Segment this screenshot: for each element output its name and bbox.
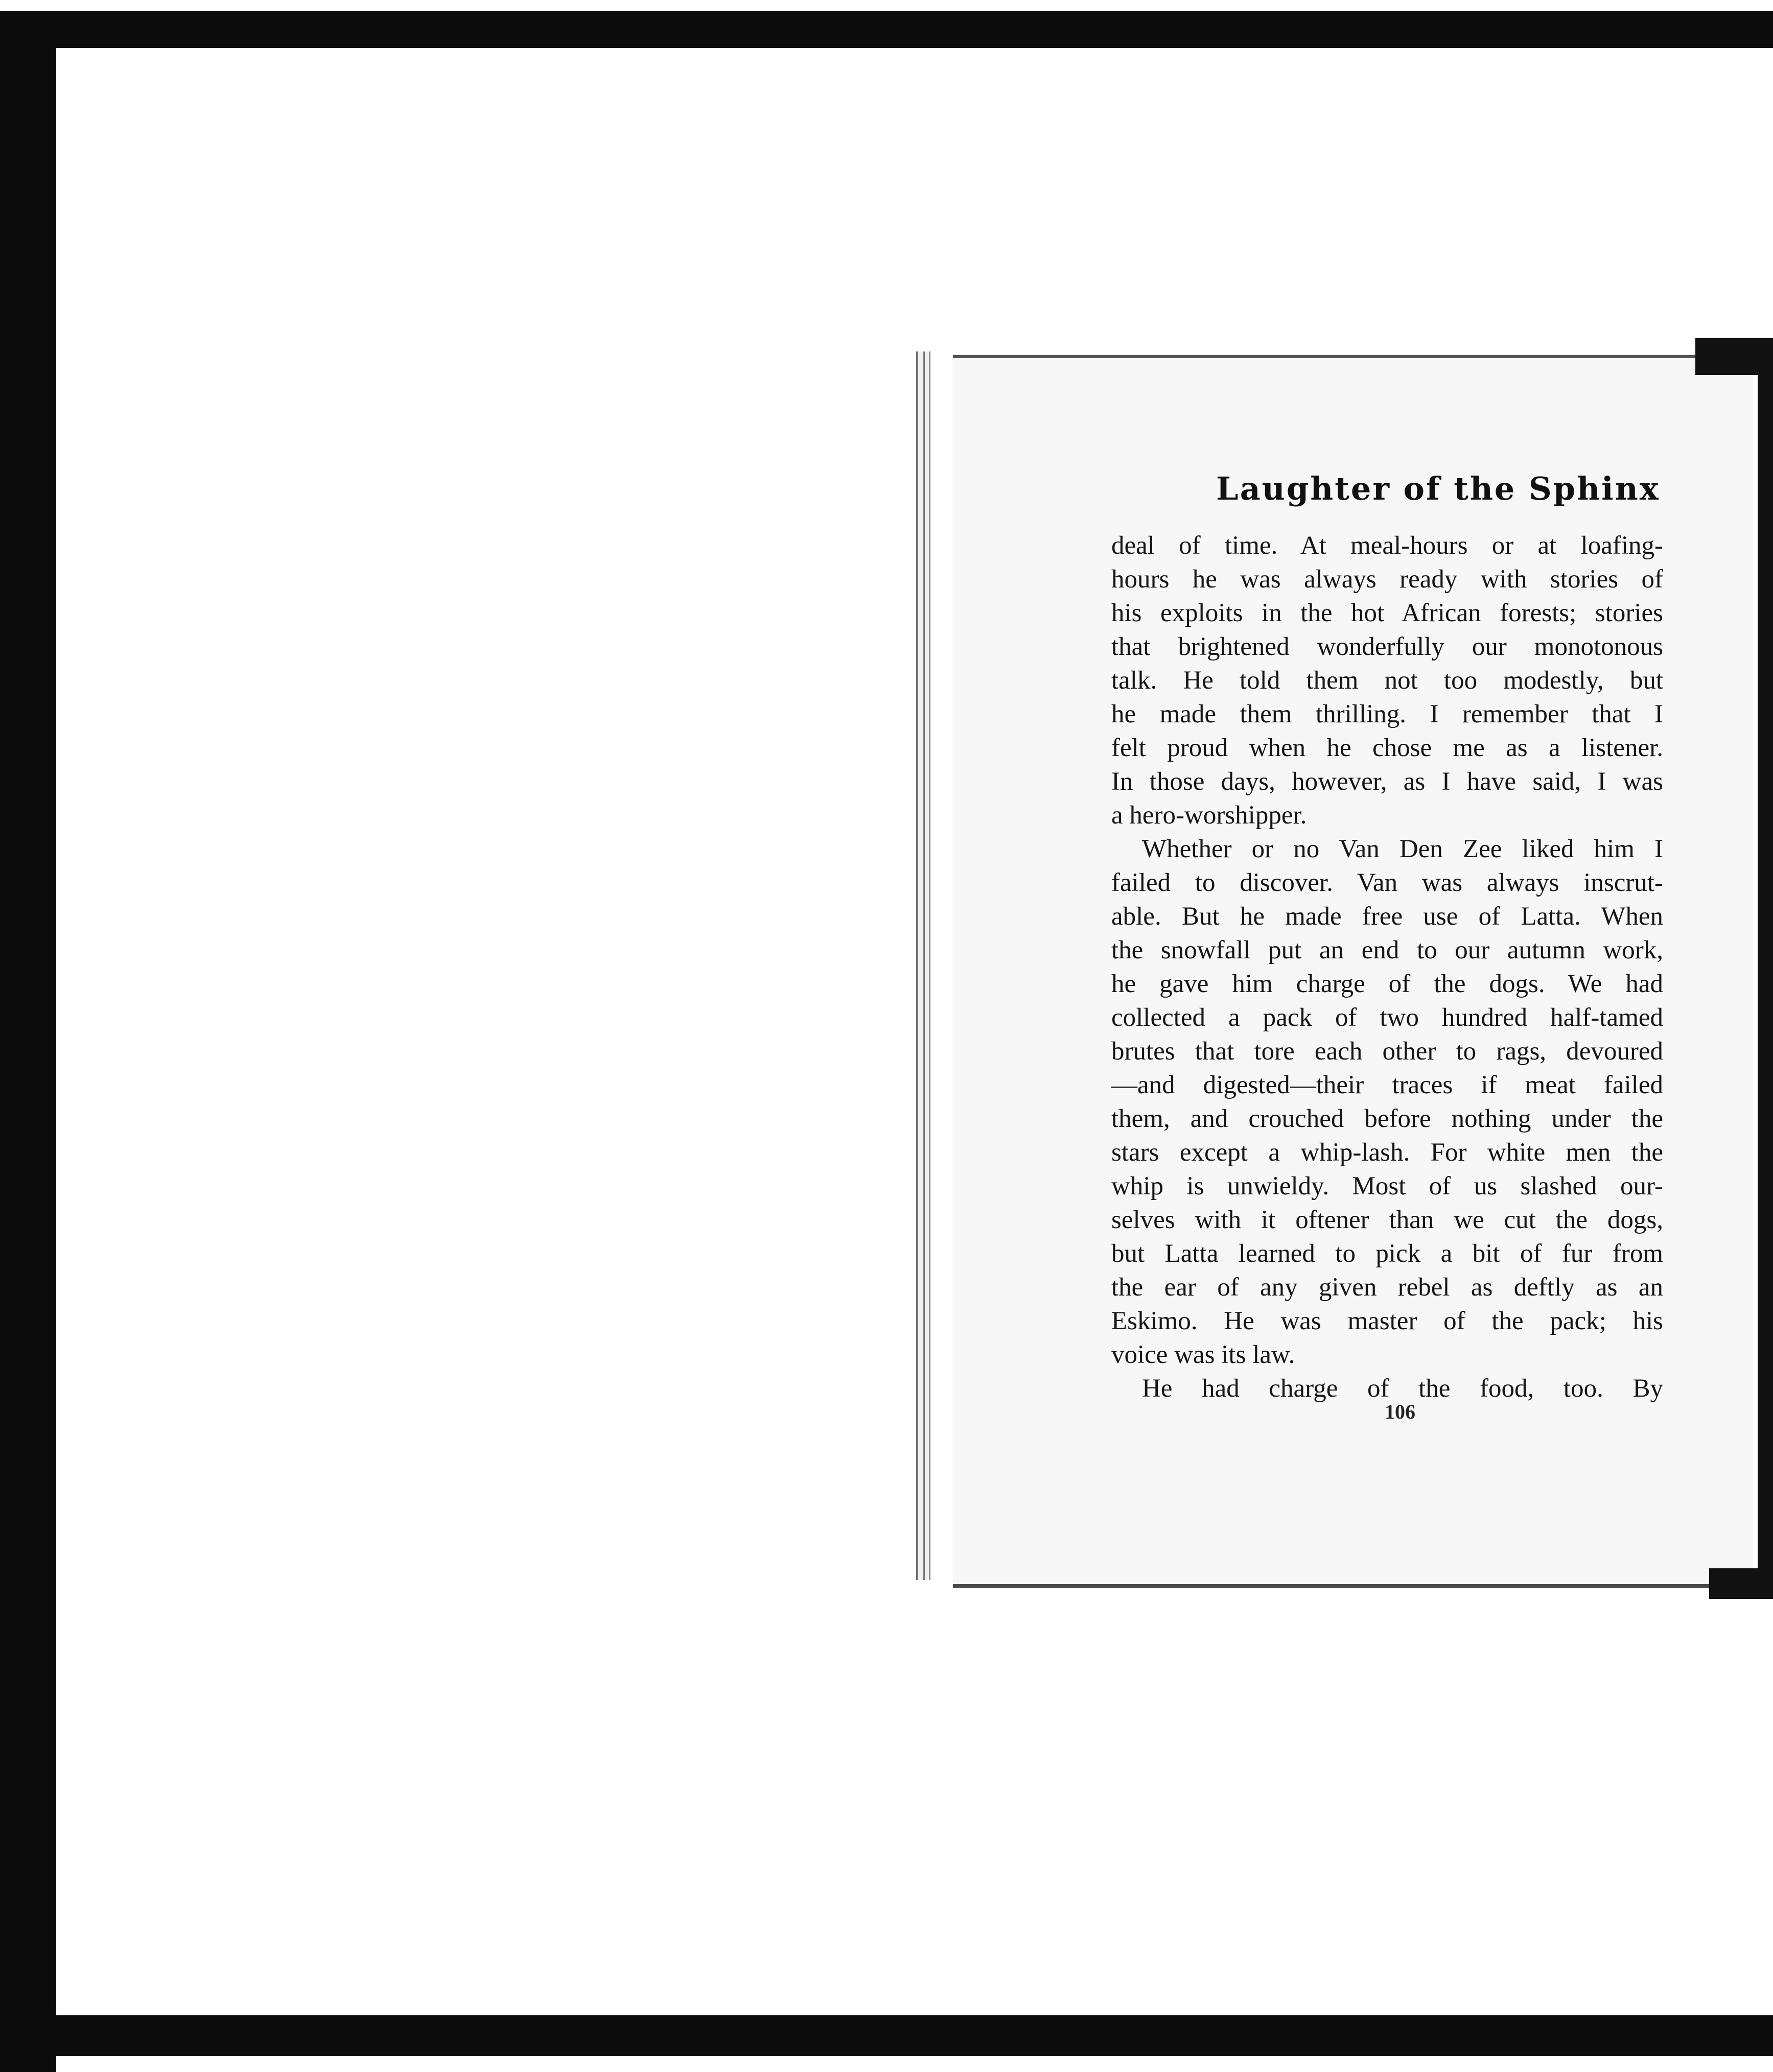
text-line: Whether or no Van Den Zee liked him I bbox=[1142, 835, 1663, 863]
scan-frame-left-border bbox=[0, 11, 56, 2072]
text-line: able. But he made free use of Latta. When bbox=[1111, 902, 1663, 931]
book-cover-edge-right bbox=[1758, 358, 1773, 1584]
text-line: brutes that tore each other to rags, devoured bbox=[1111, 1037, 1663, 1066]
text-line: that brightened wonderfully our monotonous bbox=[1111, 632, 1663, 661]
text-line: he made them thrilling. I remember that I bbox=[1111, 700, 1663, 728]
text-line: failed to discover. Van was always inscrut- bbox=[1111, 868, 1663, 897]
text-line: talk. He told them not too modestly, but bbox=[1111, 666, 1663, 695]
text-line: voice was its law. bbox=[1111, 1340, 1295, 1369]
body-text bbox=[1111, 529, 1663, 1405]
running-head: Laughter of the Sphinx bbox=[1216, 470, 1660, 507]
text-line: the ear of any given rebel as deftly as an bbox=[1111, 1273, 1663, 1302]
scan-frame-top-border bbox=[0, 11, 1773, 48]
text-line: —and digested—their traces if meat failed bbox=[1111, 1071, 1663, 1099]
text-line: stars except a whip-lash. For white men the bbox=[1111, 1138, 1663, 1167]
text-line: He had charge of the food, too. By bbox=[1142, 1374, 1663, 1403]
text-line: whip is unwieldy. Most of us slashed our- bbox=[1111, 1172, 1663, 1200]
page-number: 106 bbox=[1385, 1400, 1415, 1423]
scan-frame-bottom-border bbox=[0, 2015, 1773, 2056]
text-line: In those days, however, as I have said, I was bbox=[1111, 767, 1663, 796]
text-line: hours he was always ready with stories of bbox=[1111, 565, 1663, 594]
text-line: his exploits in the hot African forests; stories bbox=[1111, 599, 1663, 627]
text-line: the snowfall put an end to our autumn work, bbox=[1111, 936, 1663, 964]
text-line: he gave him charge of the dogs. We had bbox=[1111, 970, 1663, 998]
text-line: but Latta learned to pick a bit of fur from bbox=[1111, 1239, 1663, 1268]
text-line: deal of time. At meal-hours or at loafing- bbox=[1111, 531, 1663, 560]
book-cover-edge-bottom bbox=[1709, 1568, 1773, 1599]
text-line: felt proud when he chose me as a listener. bbox=[1111, 734, 1663, 762]
text-line: a hero-worshipper. bbox=[1111, 801, 1307, 830]
text-line: them, and crouched before nothing under the bbox=[1111, 1104, 1663, 1133]
text-line: collected a pack of two hundred half-tamed bbox=[1111, 1003, 1663, 1032]
text-line: selves with it oftener than we cut the dogs, bbox=[1111, 1206, 1663, 1234]
text-line: Eskimo. He was master of the pack; his bbox=[1111, 1307, 1663, 1335]
